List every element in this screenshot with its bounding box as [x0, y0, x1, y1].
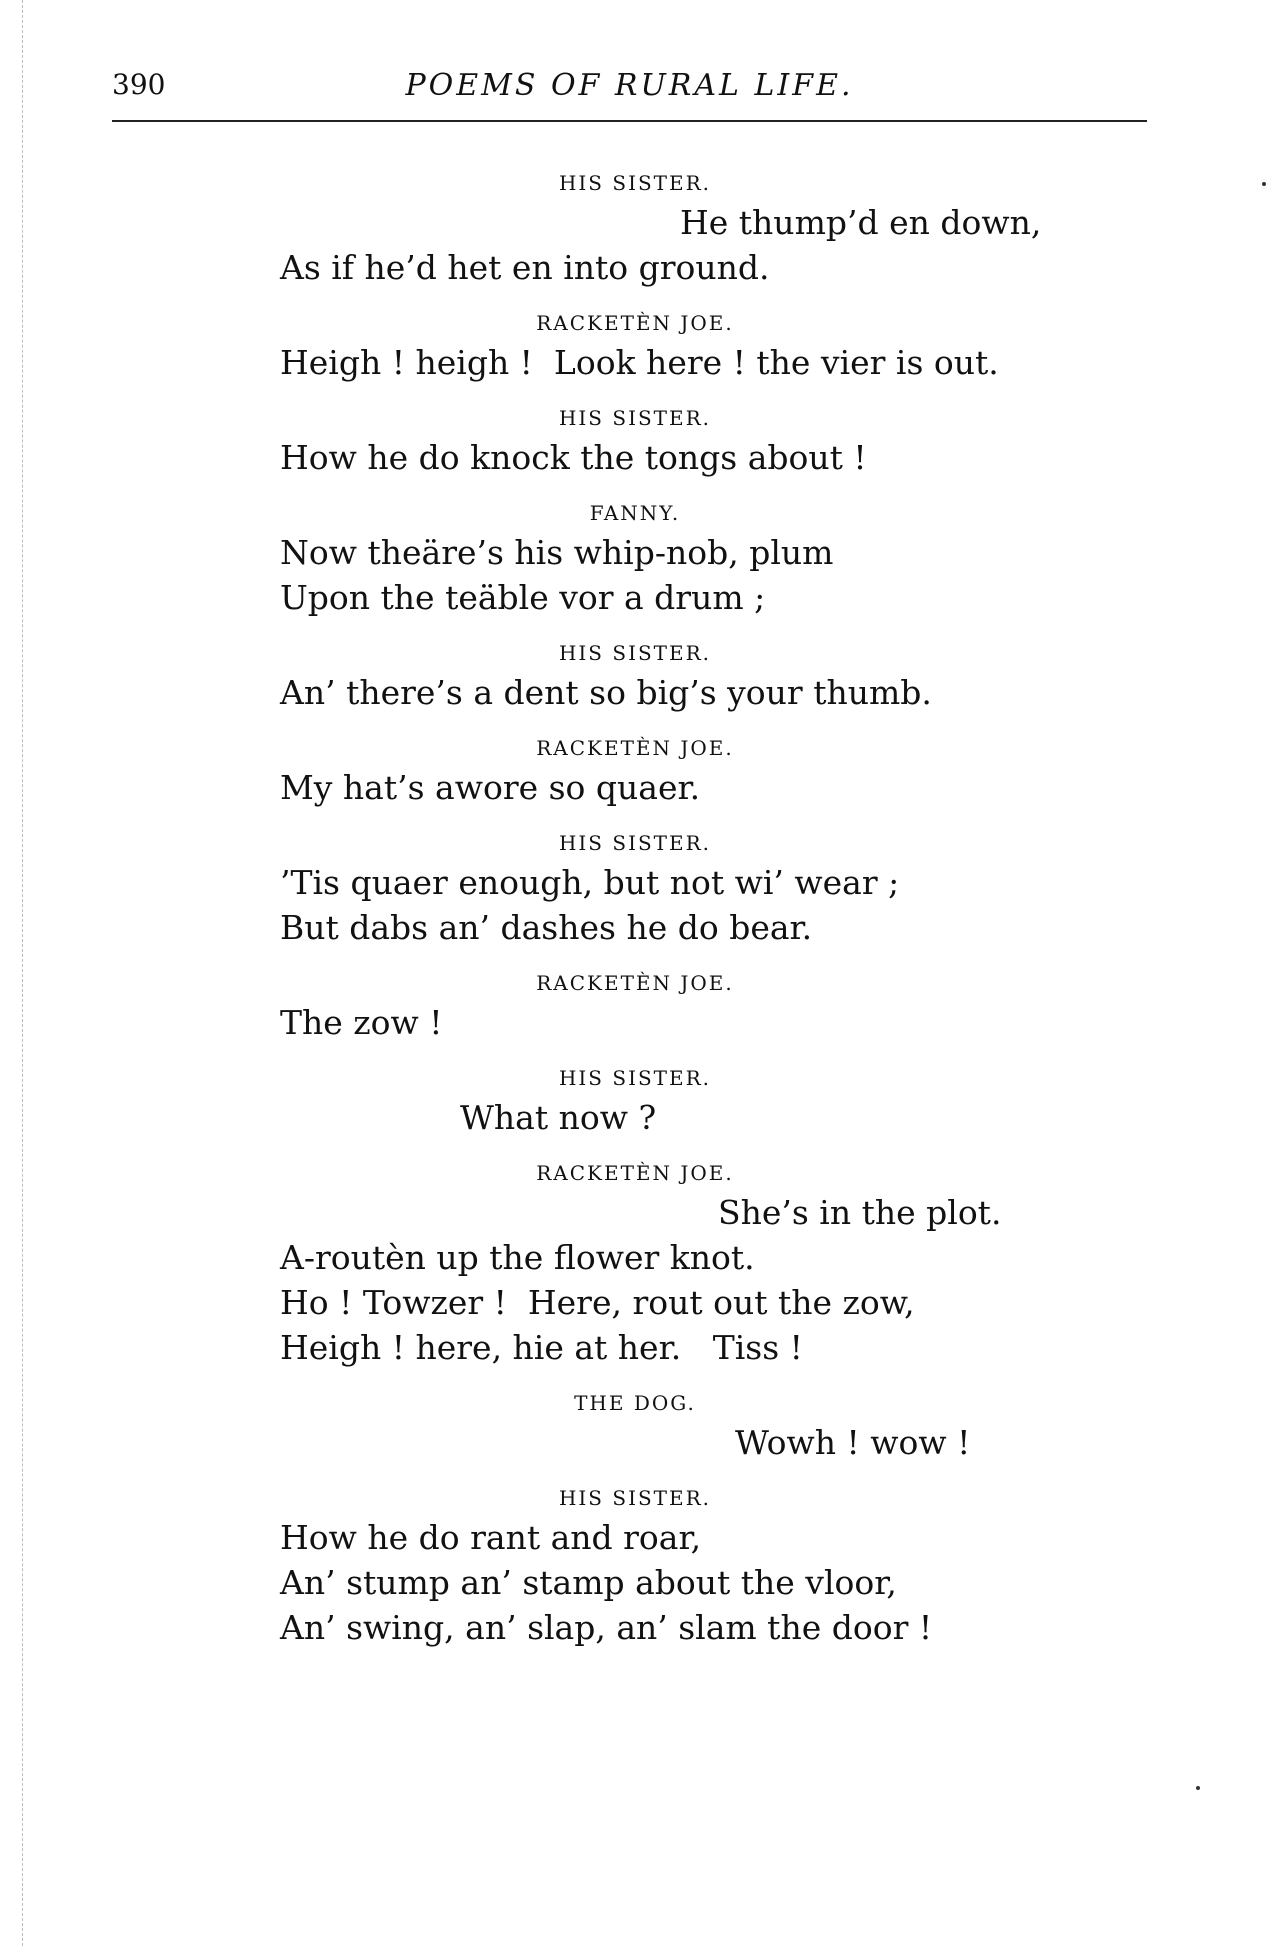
speaker-name: RACKETÈN JOE. [536, 1161, 734, 1185]
dialogue-block [280, 826, 1160, 960]
speaker-name: RACKETÈN JOE. [536, 736, 734, 760]
dialogue-block [280, 966, 1160, 1055]
verse-line: Now theäre’s his whip-nob, plum [280, 533, 834, 572]
verse-line: ’Tis quaer enough, but not wi’ wear ; [280, 863, 900, 902]
verse-line: A-routèn up the flower knot. [280, 1238, 755, 1277]
verse-line: Heigh ! heigh ! Look here ! the vier is out. [280, 343, 999, 382]
verse-line: But dabs an’ dashes he do bear. [280, 908, 813, 947]
dialogue-block [280, 636, 1160, 725]
verse-line: What now ? [460, 1098, 657, 1137]
dialogue-block [280, 1156, 1160, 1380]
verse-line: She’s in the plot. [718, 1193, 1002, 1232]
verse-line: How he do rant and roar, [280, 1518, 702, 1557]
speaker-name: HIS SISTER. [558, 171, 712, 195]
dialogue-block [280, 1481, 1160, 1660]
dialogue-block [280, 731, 1160, 820]
verse-line: As if he’d het en into ground. [280, 248, 770, 287]
verse-line: He thump’d en down, [680, 203, 1042, 242]
verse-line: The zow ! [280, 1003, 443, 1042]
verse-line: How he do knock the tongs about ! [280, 438, 867, 477]
verse-line: An’ swing, an’ slap, an’ slam the door ! [280, 1608, 933, 1647]
running-title: POEMS OF RURAL LIFE. [405, 68, 854, 103]
speaker-name: HIS SISTER. [558, 406, 712, 430]
verse-line: Ho ! Towzer ! Here, rout out the zow, [280, 1283, 915, 1322]
speaker-name: FANNY. [589, 501, 681, 525]
dialogue-block [280, 496, 1160, 630]
page-gutter-edge [22, 0, 23, 1946]
page-speck [1196, 1786, 1200, 1790]
header-rule [112, 120, 1147, 122]
speaker-name: RACKETÈN JOE. [536, 971, 734, 995]
speaker-name: RACKETÈN JOE. [536, 311, 734, 335]
dialogue-block [280, 1061, 1160, 1150]
verse-line: Wowh ! wow ! [735, 1423, 971, 1462]
page-speck [1262, 182, 1266, 186]
verse-line: An’ stump an’ stamp about the vloor, [280, 1563, 897, 1602]
speaker-name: HIS SISTER. [558, 1066, 712, 1090]
page-number: 390 [112, 68, 166, 101]
dialogue-block [280, 1386, 1160, 1475]
dialogue-block [280, 306, 1160, 395]
speaker-name: HIS SISTER. [558, 831, 712, 855]
dialogue-block [280, 166, 1160, 300]
speaker-name: HIS SISTER. [558, 1486, 712, 1510]
verse-line: An’ there’s a dent so big’s your thumb. [280, 673, 932, 712]
dialogue-body [280, 160, 1160, 1660]
verse-line: Heigh ! here, hie at her. Tiss ! [280, 1328, 803, 1367]
speaker-name: HIS SISTER. [558, 641, 712, 665]
verse-line: Upon the teäble vor a drum ; [280, 578, 766, 617]
page-header [112, 64, 1147, 124]
dialogue-block [280, 401, 1160, 490]
verse-line: My hat’s awore so quaer. [280, 768, 701, 807]
speaker-name: THE DOG. [574, 1391, 696, 1415]
